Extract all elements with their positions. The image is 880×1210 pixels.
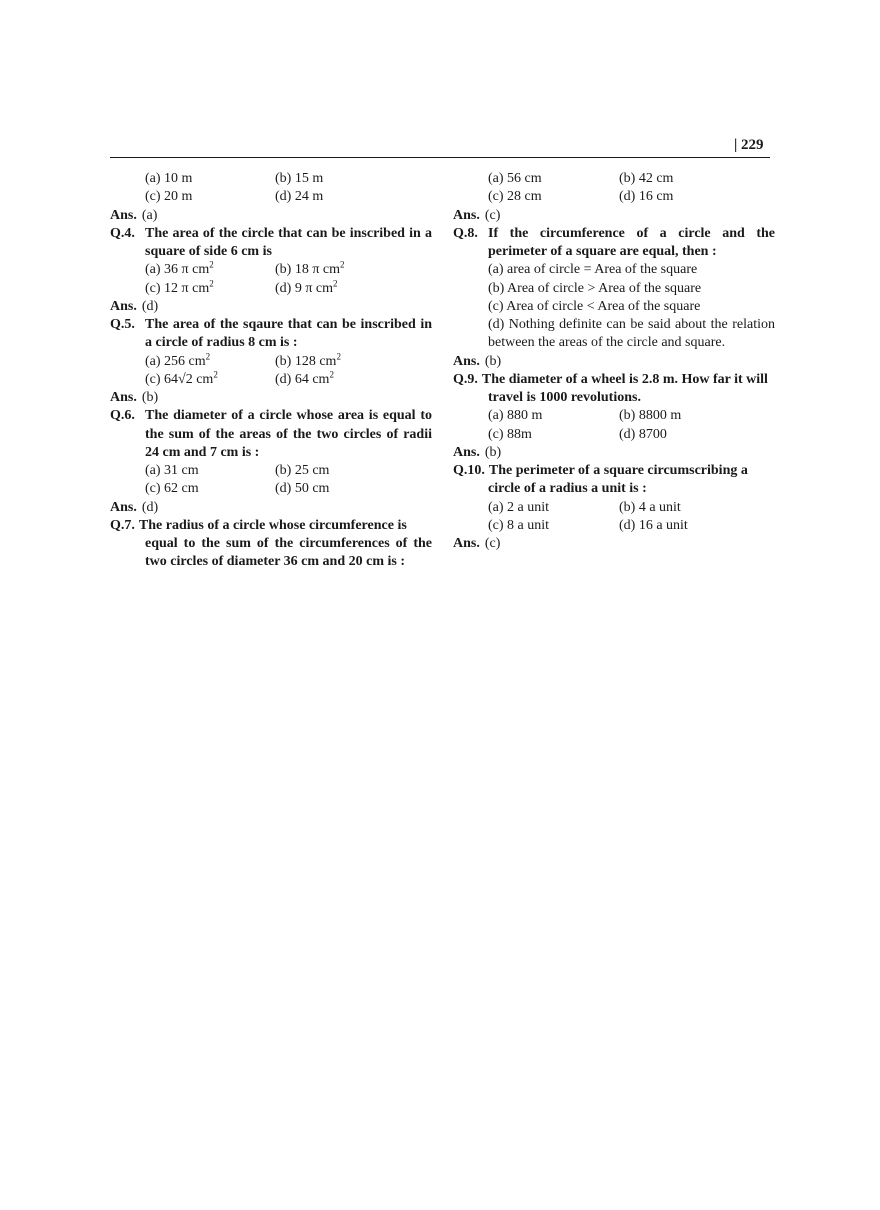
question-text: If the circumference of a circle and the perimeter of a square are equal, then : [488, 225, 775, 259]
q10-option-b: (b) 4 a unit [619, 499, 681, 515]
q6-option-b: (b) 25 cm [275, 463, 330, 478]
q5-answer [110, 389, 432, 407]
ans-label: Ans. [453, 444, 480, 460]
q4-options-row-1 [110, 261, 432, 279]
question-text-first-line: The diameter of a wheel is 2.8 m. How far it will [481, 371, 768, 387]
q9-option-d: (d) 8700 [619, 426, 667, 442]
question-text: The area of the sqaure that can be inscribed in a circle of radius 8 cm is : [145, 317, 432, 351]
question-6 [110, 407, 432, 462]
q3-option-a: (a) 10 m [145, 171, 193, 186]
q10-answer-value: (c) [484, 536, 501, 551]
q9-options-row-1 [453, 407, 775, 425]
q7-options-row-1 [453, 170, 775, 188]
question-7 [110, 517, 432, 535]
q6-option-a: (a) 31 cm [145, 463, 199, 478]
q4-options-row-2 [110, 277, 432, 298]
q6-option-c: (c) 62 cm [145, 481, 199, 497]
ans-label: Ans. [453, 536, 480, 551]
q6-option-d: (d) 50 cm [275, 481, 330, 497]
q4-option-c: (c) 12 π $cm^2$ [145, 277, 214, 296]
ans-label: Ans. [110, 499, 137, 515]
q9-answer-value: (b) [484, 444, 502, 460]
question-number: Q.10. [453, 463, 485, 478]
ans-label: Ans. [110, 390, 137, 405]
q5-answer-value: (b) [141, 390, 159, 405]
q10-option-c: (c) 8 a unit [488, 517, 550, 533]
q10-answer [453, 535, 775, 553]
q4-answer-value: (d) [141, 298, 159, 314]
q9-options-row-2 [453, 426, 775, 444]
q8-answer-value: (b) [484, 353, 502, 369]
question-number: Q.5. [110, 317, 135, 332]
question-10 [453, 462, 775, 480]
q3-option-b: (b) 15 m [275, 171, 324, 186]
q3-option-d: (d) 24 m [275, 189, 324, 205]
q6-answer [110, 499, 432, 517]
header-rule [110, 157, 770, 158]
question-10-continued: circle of a radius a unit is : [488, 481, 647, 497]
question-4 [110, 225, 432, 262]
q5-option-d: (d) 64 $cm^2$ [275, 369, 334, 387]
question-text: The diameter of a circle whose area is equal to the sum of the areas of the two circles of radii 24 cm and 7 cm is : [145, 408, 432, 460]
q3-options-row-2 [110, 188, 432, 206]
q5-option-b: (b) 128 $cm^2$ [275, 350, 341, 369]
q5-option-c: (c) 64√2 $cm^2$ [145, 369, 218, 387]
q9-option-a: (a) 880 m [488, 408, 543, 424]
q4-option-a: (a) 36 π $cm^2$ [145, 259, 214, 278]
question-number: Q.7. [110, 517, 135, 533]
q3-answer [110, 207, 432, 225]
question-number: Q.8. [453, 225, 478, 241]
question-text: The area of the circle that can be inscribed in a square of side 6 cm is [145, 225, 432, 259]
q7-option-b: (b) 42 cm [619, 171, 674, 186]
question-number: Q.6. [110, 408, 135, 424]
q7-answer-value: (c) [484, 207, 501, 223]
ans-label: Ans. [110, 298, 137, 314]
question-number: Q.4. [110, 225, 135, 241]
q3-option-c: (c) 20 m [145, 189, 193, 205]
q7-option-d: (d) 16 cm [619, 189, 674, 205]
page-number: | 229 [734, 137, 764, 153]
q10-options-row-2 [453, 517, 775, 535]
q9-answer [453, 444, 775, 462]
q5-options-row-1 [110, 350, 432, 371]
question-8 [453, 225, 775, 262]
q10-option-a: (a) 2 a unit [488, 499, 550, 515]
q8-option-a: (a) area of circle = Area of the square [488, 262, 698, 278]
q6-options-row-1 [110, 462, 432, 480]
question-number: Q.9. [453, 371, 478, 387]
question-text-first-line: The radius of a circle whose circumference is [138, 517, 407, 533]
ans-label: Ans. [453, 207, 480, 223]
q6-options-row-2 [110, 480, 432, 498]
q7-option-c: (c) 28 cm [488, 189, 542, 205]
q9-option-c: (c) 88m [488, 426, 532, 442]
ans-label: Ans. [110, 207, 137, 223]
ans-label: Ans. [453, 353, 480, 369]
q7-answer [453, 207, 775, 225]
q10-options-row-1 [453, 499, 775, 517]
q5-option-a: (a) 256 $cm^2$ [145, 350, 211, 369]
q3-answer-value: (a) [141, 207, 158, 223]
q8-option-b: (b) Area of circle > Area of the square [488, 280, 702, 296]
q7-options-row-2 [453, 188, 775, 206]
question-9-continued: travel is 1000 revolutions. [488, 390, 641, 405]
q8-option-c: (c) Area of circle < Area of the square [488, 298, 701, 314]
question-5 [110, 316, 432, 353]
right-column [453, 170, 775, 553]
q8-answer [453, 353, 775, 371]
q4-answer [110, 298, 432, 316]
question-text-first-line: The perimeter of a square circumscribing a [488, 463, 748, 478]
q9-option-b: (b) 8800 m [619, 408, 682, 424]
q6-answer-value: (d) [141, 499, 159, 515]
q4-option-b: (b) 18 π $cm^2$ [275, 259, 345, 278]
q10-option-d: (d) 16 a unit [619, 517, 688, 533]
q8-option-d: (d) Nothing definite can be said about the relation between the areas of the circle and square. [488, 317, 775, 351]
left-column [110, 170, 432, 572]
question-9 [453, 371, 775, 389]
question-7-continued: equal to the sum of the circumferences of the two circles of diameter 36 cm and 20 cm is : [145, 536, 432, 570]
q4-option-d: (d) 9 π $cm^2$ [275, 277, 338, 296]
q3-options-row-1 [110, 170, 432, 188]
q5-options-row-2 [110, 371, 432, 389]
q7-option-a: (a) 56 cm [488, 171, 542, 186]
